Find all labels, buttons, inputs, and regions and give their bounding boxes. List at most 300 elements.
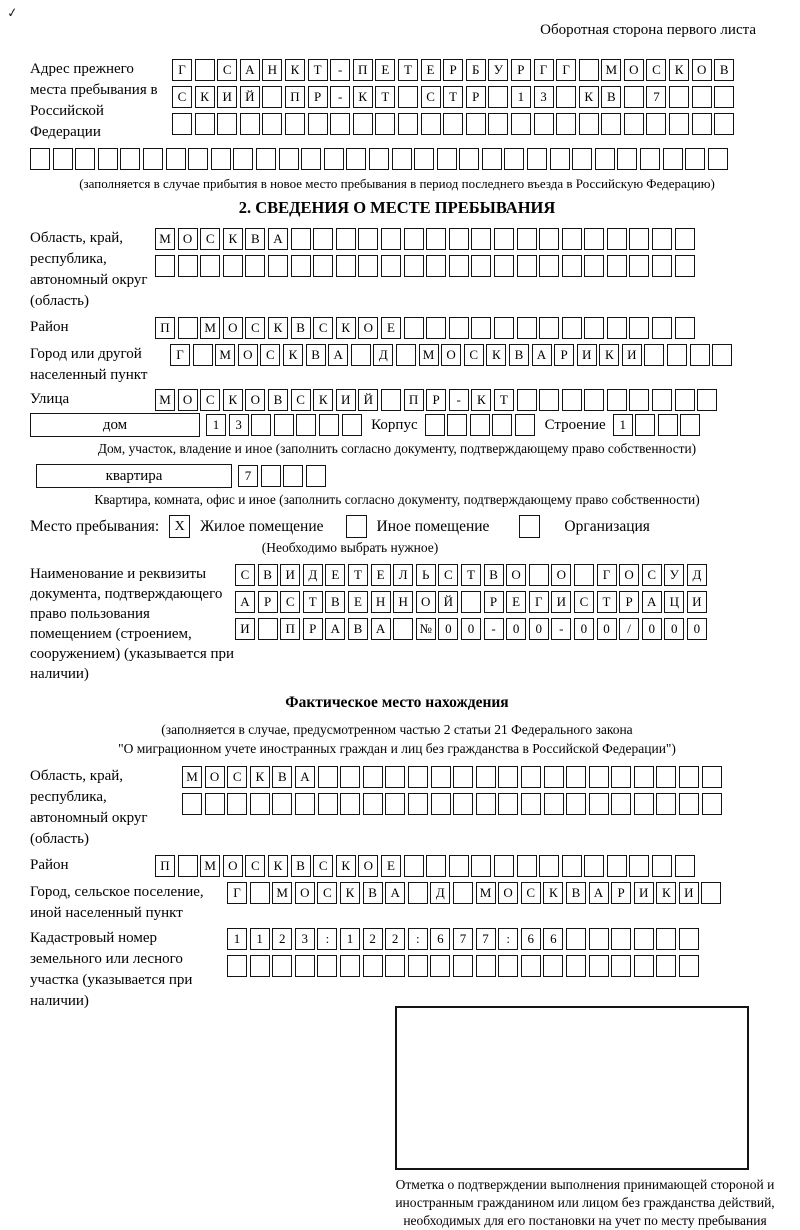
form-cell[interactable]: В xyxy=(363,882,383,904)
form-cell[interactable] xyxy=(544,766,564,788)
form-cell[interactable] xyxy=(426,228,446,250)
form-cell[interactable]: Д xyxy=(430,882,450,904)
form-cell[interactable]: / xyxy=(619,618,639,640)
form-cell[interactable] xyxy=(461,591,481,613)
form-cell[interactable]: 0 xyxy=(461,618,481,640)
form-cell[interactable] xyxy=(437,148,457,170)
form-cell[interactable]: К xyxy=(268,317,288,339)
form-cell[interactable] xyxy=(521,766,541,788)
form-cell[interactable] xyxy=(398,86,418,108)
form-cell[interactable] xyxy=(494,228,514,250)
form-cell[interactable]: О xyxy=(295,882,315,904)
form-cell[interactable]: В xyxy=(268,389,288,411)
form-cell[interactable] xyxy=(426,317,446,339)
form-cell[interactable] xyxy=(223,255,243,277)
form-cell[interactable] xyxy=(517,255,537,277)
form-cell[interactable]: 0 xyxy=(574,618,594,640)
form-cell[interactable] xyxy=(408,955,428,977)
form-cell[interactable] xyxy=(595,148,615,170)
form-cell[interactable] xyxy=(656,955,676,977)
form-cell[interactable]: А xyxy=(235,591,255,613)
form-cell[interactable] xyxy=(669,86,689,108)
form-cell[interactable]: 7 xyxy=(238,465,258,487)
form-cell[interactable]: К xyxy=(313,389,333,411)
form-cell[interactable] xyxy=(291,228,311,250)
form-cell[interactable]: К xyxy=(579,86,599,108)
form-cell[interactable] xyxy=(494,317,514,339)
form-cell[interactable]: С xyxy=(464,344,484,366)
form-cell[interactable]: С xyxy=(245,855,265,877)
form-cell[interactable] xyxy=(396,344,416,366)
form-cell[interactable] xyxy=(692,86,712,108)
form-cell[interactable]: А xyxy=(240,59,260,81)
form-cell[interactable]: Т xyxy=(461,564,481,586)
form-cell[interactable]: П xyxy=(404,389,424,411)
form-cell[interactable]: О xyxy=(223,317,243,339)
checkbox-other-premises[interactable] xyxy=(346,515,367,538)
form-cell[interactable] xyxy=(296,414,316,436)
form-cell[interactable]: С xyxy=(317,882,337,904)
form-cell[interactable]: О xyxy=(358,317,378,339)
form-cell[interactable] xyxy=(172,113,192,135)
form-cell[interactable] xyxy=(268,255,288,277)
form-cell[interactable] xyxy=(404,855,424,877)
form-cell[interactable]: В xyxy=(245,228,265,250)
form-cell[interactable] xyxy=(574,564,594,586)
form-cell[interactable] xyxy=(476,766,496,788)
form-cell[interactable]: О xyxy=(624,59,644,81)
form-cell[interactable]: С xyxy=(227,766,247,788)
form-cell[interactable] xyxy=(313,228,333,250)
form-cell[interactable] xyxy=(635,414,655,436)
form-cell[interactable] xyxy=(340,793,360,815)
form-cell[interactable] xyxy=(652,389,672,411)
form-cell[interactable]: С xyxy=(172,86,192,108)
form-cell[interactable]: А xyxy=(642,591,662,613)
form-cell[interactable]: 6 xyxy=(430,928,450,950)
form-cell[interactable] xyxy=(675,389,695,411)
form-cell[interactable] xyxy=(375,113,395,135)
form-cell[interactable] xyxy=(306,465,326,487)
form-cell[interactable]: И xyxy=(577,344,597,366)
form-cell[interactable]: Е xyxy=(421,59,441,81)
form-cell[interactable] xyxy=(459,148,479,170)
form-cell[interactable] xyxy=(607,228,627,250)
form-cell[interactable]: А xyxy=(371,618,391,640)
form-cell[interactable] xyxy=(617,148,637,170)
form-cell[interactable] xyxy=(607,317,627,339)
form-cell[interactable] xyxy=(342,414,362,436)
form-cell[interactable]: О xyxy=(245,389,265,411)
form-cell[interactable]: С xyxy=(574,591,594,613)
form-cell[interactable]: П xyxy=(285,86,305,108)
form-cell[interactable]: В xyxy=(566,882,586,904)
form-cell[interactable] xyxy=(155,255,175,277)
form-cell[interactable]: П xyxy=(353,59,373,81)
form-cell[interactable]: Е xyxy=(506,591,526,613)
form-cell[interactable]: А xyxy=(295,766,315,788)
form-cell[interactable] xyxy=(584,389,604,411)
form-cell[interactable] xyxy=(346,148,366,170)
form-cell[interactable] xyxy=(178,317,198,339)
form-cell[interactable]: С xyxy=(245,317,265,339)
form-cell[interactable] xyxy=(690,344,710,366)
form-cell[interactable] xyxy=(476,955,496,977)
form-cell[interactable] xyxy=(363,955,383,977)
form-cell[interactable] xyxy=(476,793,496,815)
form-cell[interactable]: 1 xyxy=(227,928,247,950)
form-cell[interactable] xyxy=(318,793,338,815)
form-cell[interactable]: К xyxy=(656,882,676,904)
form-cell[interactable]: Н xyxy=(393,591,413,613)
form-cell[interactable] xyxy=(120,148,140,170)
form-cell[interactable] xyxy=(644,344,664,366)
form-cell[interactable] xyxy=(245,255,265,277)
form-cell[interactable]: Й xyxy=(240,86,260,108)
form-cell[interactable]: Н xyxy=(262,59,282,81)
form-cell[interactable] xyxy=(584,317,604,339)
form-cell[interactable]: К xyxy=(223,228,243,250)
form-cell[interactable] xyxy=(381,389,401,411)
form-cell[interactable] xyxy=(471,228,491,250)
form-cell[interactable]: О xyxy=(551,564,571,586)
form-cell[interactable] xyxy=(589,793,609,815)
form-cell[interactable] xyxy=(470,414,490,436)
form-cell[interactable]: : xyxy=(408,928,428,950)
checkbox-residential[interactable]: X xyxy=(169,515,190,538)
form-cell[interactable] xyxy=(712,344,732,366)
form-cell[interactable] xyxy=(471,317,491,339)
form-cell[interactable]: Р xyxy=(308,86,328,108)
form-cell[interactable] xyxy=(498,766,518,788)
form-cell[interactable]: 0 xyxy=(687,618,707,640)
form-cell[interactable] xyxy=(143,148,163,170)
form-cell[interactable]: И xyxy=(551,591,571,613)
form-cell[interactable]: К xyxy=(486,344,506,366)
form-cell[interactable] xyxy=(425,414,445,436)
form-cell[interactable] xyxy=(521,793,541,815)
form-cell[interactable] xyxy=(336,255,356,277)
form-cell[interactable] xyxy=(658,414,678,436)
form-cell[interactable]: М xyxy=(601,59,621,81)
form-cell[interactable] xyxy=(449,228,469,250)
form-cell[interactable]: Д xyxy=(303,564,323,586)
form-cell[interactable] xyxy=(240,113,260,135)
form-cell[interactable]: Т xyxy=(597,591,617,613)
form-cell[interactable]: Р xyxy=(619,591,639,613)
form-cell[interactable]: Р xyxy=(426,389,446,411)
form-cell[interactable] xyxy=(381,255,401,277)
form-cell[interactable] xyxy=(262,113,282,135)
checkbox-organization[interactable] xyxy=(519,515,540,538)
form-cell[interactable]: Т xyxy=(308,59,328,81)
form-cell[interactable] xyxy=(515,414,535,436)
form-cell[interactable] xyxy=(443,113,463,135)
form-cell[interactable] xyxy=(640,148,660,170)
form-cell[interactable] xyxy=(313,255,333,277)
form-cell[interactable] xyxy=(449,855,469,877)
form-cell[interactable]: О xyxy=(692,59,712,81)
form-cell[interactable] xyxy=(601,113,621,135)
form-cell[interactable] xyxy=(471,255,491,277)
form-cell[interactable] xyxy=(251,414,271,436)
form-cell[interactable]: У xyxy=(488,59,508,81)
form-cell[interactable] xyxy=(566,766,586,788)
form-cell[interactable] xyxy=(634,793,654,815)
form-cell[interactable]: Н xyxy=(371,591,391,613)
form-cell[interactable]: 7 xyxy=(453,928,473,950)
form-cell[interactable] xyxy=(488,113,508,135)
form-cell[interactable] xyxy=(579,113,599,135)
form-cell[interactable] xyxy=(381,228,401,250)
form-cell[interactable] xyxy=(629,255,649,277)
form-cell[interactable] xyxy=(629,389,649,411)
form-cell[interactable]: И xyxy=(634,882,654,904)
form-cell[interactable] xyxy=(589,928,609,950)
form-cell[interactable]: С xyxy=(235,564,255,586)
form-cell[interactable] xyxy=(714,86,734,108)
form-cell[interactable] xyxy=(669,113,689,135)
form-cell[interactable]: С xyxy=(313,855,333,877)
form-cell[interactable] xyxy=(431,766,451,788)
form-cell[interactable] xyxy=(543,955,563,977)
form-cell[interactable]: К xyxy=(340,882,360,904)
form-cell[interactable] xyxy=(408,882,428,904)
form-cell[interactable]: П xyxy=(155,317,175,339)
form-cell[interactable] xyxy=(517,228,537,250)
form-cell[interactable] xyxy=(529,564,549,586)
form-cell[interactable] xyxy=(453,882,473,904)
form-cell[interactable]: О xyxy=(441,344,461,366)
form-cell[interactable]: 2 xyxy=(363,928,383,950)
form-cell[interactable] xyxy=(679,955,699,977)
form-cell[interactable]: И xyxy=(280,564,300,586)
form-cell[interactable] xyxy=(589,766,609,788)
form-cell[interactable] xyxy=(679,928,699,950)
form-cell[interactable] xyxy=(494,855,514,877)
form-cell[interactable]: Е xyxy=(381,317,401,339)
form-cell[interactable]: О xyxy=(506,564,526,586)
form-cell[interactable] xyxy=(453,955,473,977)
form-cell[interactable] xyxy=(340,955,360,977)
form-cell[interactable]: 7 xyxy=(476,928,496,950)
form-cell[interactable] xyxy=(517,855,537,877)
form-cell[interactable]: О xyxy=(178,228,198,250)
form-cell[interactable] xyxy=(702,766,722,788)
form-cell[interactable] xyxy=(178,855,198,877)
form-cell[interactable]: В xyxy=(601,86,621,108)
form-cell[interactable]: К xyxy=(223,389,243,411)
form-cell[interactable] xyxy=(431,793,451,815)
form-cell[interactable]: В xyxy=(291,317,311,339)
form-cell[interactable]: 1 xyxy=(613,414,633,436)
form-cell[interactable] xyxy=(556,86,576,108)
form-cell[interactable] xyxy=(285,113,305,135)
form-cell[interactable]: В xyxy=(714,59,734,81)
form-cell[interactable]: - xyxy=(551,618,571,640)
form-cell[interactable] xyxy=(634,955,654,977)
form-cell[interactable]: В xyxy=(272,766,292,788)
form-cell[interactable]: - xyxy=(330,59,350,81)
form-cell[interactable]: 3 xyxy=(295,928,315,950)
form-cell[interactable] xyxy=(544,793,564,815)
form-cell[interactable] xyxy=(272,955,292,977)
form-cell[interactable] xyxy=(227,955,247,977)
form-cell[interactable]: М xyxy=(419,344,439,366)
form-cell[interactable] xyxy=(634,766,654,788)
form-cell[interactable] xyxy=(250,955,270,977)
form-cell[interactable] xyxy=(166,148,186,170)
form-cell[interactable]: 0 xyxy=(506,618,526,640)
form-cell[interactable]: С xyxy=(521,882,541,904)
form-cell[interactable] xyxy=(652,855,672,877)
form-cell[interactable] xyxy=(562,255,582,277)
form-cell[interactable] xyxy=(624,113,644,135)
form-cell[interactable]: А xyxy=(268,228,288,250)
form-cell[interactable] xyxy=(262,86,282,108)
form-cell[interactable]: К xyxy=(669,59,689,81)
form-cell[interactable] xyxy=(511,113,531,135)
form-cell[interactable]: М xyxy=(215,344,235,366)
form-cell[interactable] xyxy=(556,113,576,135)
form-cell[interactable]: 0 xyxy=(438,618,458,640)
form-cell[interactable] xyxy=(324,148,344,170)
form-cell[interactable]: Т xyxy=(398,59,418,81)
form-cell[interactable]: В xyxy=(258,564,278,586)
form-cell[interactable] xyxy=(363,766,383,788)
form-cell[interactable] xyxy=(195,59,215,81)
form-cell[interactable] xyxy=(414,148,434,170)
form-cell[interactable] xyxy=(492,414,512,436)
form-cell[interactable] xyxy=(369,148,389,170)
form-cell[interactable] xyxy=(482,148,502,170)
form-cell[interactable] xyxy=(607,255,627,277)
form-cell[interactable]: Т xyxy=(348,564,368,586)
form-cell[interactable]: О xyxy=(498,882,518,904)
form-cell[interactable] xyxy=(498,955,518,977)
form-cell[interactable]: С xyxy=(438,564,458,586)
form-cell[interactable] xyxy=(584,255,604,277)
form-cell[interactable] xyxy=(233,148,253,170)
form-cell[interactable] xyxy=(283,465,303,487)
form-cell[interactable]: Р xyxy=(303,618,323,640)
form-cell[interactable] xyxy=(291,255,311,277)
form-cell[interactable]: С xyxy=(200,389,220,411)
form-cell[interactable]: С xyxy=(646,59,666,81)
form-cell[interactable]: К xyxy=(336,317,356,339)
form-cell[interactable]: Й xyxy=(438,591,458,613)
form-cell[interactable]: Й xyxy=(358,389,378,411)
form-cell[interactable] xyxy=(426,855,446,877)
form-cell[interactable] xyxy=(685,148,705,170)
form-cell[interactable] xyxy=(330,113,350,135)
form-cell[interactable] xyxy=(656,793,676,815)
form-cell[interactable]: - xyxy=(330,86,350,108)
form-cell[interactable]: И xyxy=(622,344,642,366)
form-cell[interactable]: 3 xyxy=(534,86,554,108)
form-cell[interactable]: Е xyxy=(375,59,395,81)
form-cell[interactable] xyxy=(471,855,491,877)
form-cell[interactable]: И xyxy=(679,882,699,904)
form-cell[interactable] xyxy=(188,148,208,170)
form-cell[interactable]: Д xyxy=(687,564,707,586)
form-cell[interactable] xyxy=(652,228,672,250)
form-cell[interactable]: Г xyxy=(534,59,554,81)
form-cell[interactable] xyxy=(272,793,292,815)
form-cell[interactable]: К xyxy=(599,344,619,366)
form-cell[interactable]: М xyxy=(200,317,220,339)
form-cell[interactable] xyxy=(539,255,559,277)
form-cell[interactable] xyxy=(421,113,441,135)
form-cell[interactable]: К xyxy=(353,86,373,108)
form-cell[interactable] xyxy=(652,317,672,339)
form-cell[interactable] xyxy=(566,793,586,815)
form-cell[interactable]: А xyxy=(325,618,345,640)
form-cell[interactable]: В xyxy=(325,591,345,613)
form-cell[interactable]: 7 xyxy=(646,86,666,108)
form-cell[interactable] xyxy=(656,928,676,950)
form-cell[interactable]: О xyxy=(416,591,436,613)
form-cell[interactable] xyxy=(317,955,337,977)
form-cell[interactable]: О xyxy=(358,855,378,877)
form-cell[interactable] xyxy=(494,255,514,277)
form-cell[interactable] xyxy=(30,148,50,170)
form-cell[interactable] xyxy=(589,955,609,977)
form-cell[interactable]: М xyxy=(476,882,496,904)
form-cell[interactable] xyxy=(680,414,700,436)
form-cell[interactable]: Д xyxy=(373,344,393,366)
form-cell[interactable]: 0 xyxy=(529,618,549,640)
form-cell[interactable] xyxy=(318,766,338,788)
form-cell[interactable] xyxy=(701,882,721,904)
form-cell[interactable] xyxy=(566,928,586,950)
form-cell[interactable] xyxy=(498,793,518,815)
form-cell[interactable]: - xyxy=(484,618,504,640)
form-cell[interactable] xyxy=(392,148,412,170)
form-cell[interactable]: Ц xyxy=(664,591,684,613)
form-cell[interactable]: А xyxy=(328,344,348,366)
form-cell[interactable]: Г xyxy=(170,344,190,366)
form-cell[interactable]: 2 xyxy=(385,928,405,950)
form-cell[interactable] xyxy=(404,228,424,250)
form-cell[interactable] xyxy=(634,928,654,950)
form-cell[interactable]: А xyxy=(385,882,405,904)
form-cell[interactable] xyxy=(363,793,383,815)
form-cell[interactable] xyxy=(675,228,695,250)
form-cell[interactable]: Р xyxy=(511,59,531,81)
form-cell[interactable]: К xyxy=(195,86,215,108)
form-cell[interactable]: В xyxy=(509,344,529,366)
form-cell[interactable]: 2 xyxy=(272,928,292,950)
form-cell[interactable] xyxy=(404,255,424,277)
form-cell[interactable] xyxy=(579,59,599,81)
form-cell[interactable] xyxy=(295,793,315,815)
form-cell[interactable] xyxy=(702,793,722,815)
form-cell[interactable] xyxy=(75,148,95,170)
form-cell[interactable]: И xyxy=(336,389,356,411)
form-cell[interactable]: К xyxy=(268,855,288,877)
form-cell[interactable] xyxy=(385,766,405,788)
form-cell[interactable]: Р xyxy=(484,591,504,613)
form-cell[interactable] xyxy=(295,955,315,977)
form-cell[interactable] xyxy=(336,228,356,250)
form-cell[interactable] xyxy=(562,228,582,250)
form-cell[interactable]: Г xyxy=(227,882,247,904)
form-cell[interactable] xyxy=(453,793,473,815)
form-cell[interactable] xyxy=(714,113,734,135)
form-cell[interactable] xyxy=(611,955,631,977)
form-cell[interactable]: Р xyxy=(554,344,574,366)
